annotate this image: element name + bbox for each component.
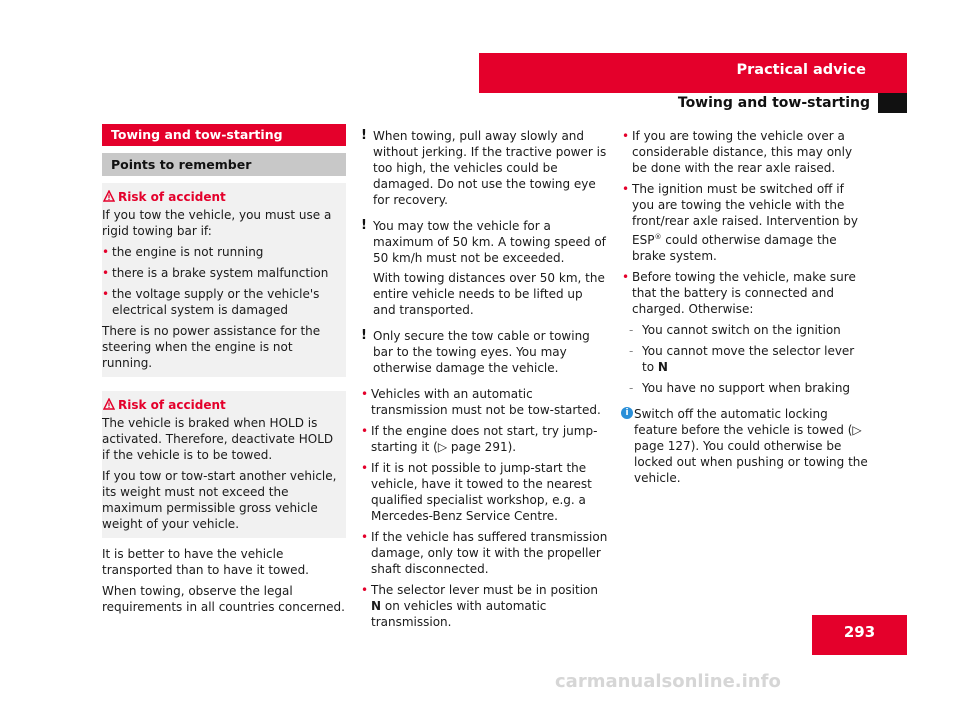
exclamation-icon: !	[361, 128, 367, 143]
list-item: • The selector lever must be in position N on vehicles with automatic transmission.	[361, 582, 608, 630]
paragraph: When towing, observe the legal requirements in all countries concerned.	[102, 584, 345, 614]
watermark: carmanualsonline.info	[555, 671, 781, 692]
section-title: Towing and tow-starting	[677, 95, 870, 111]
warning-intro: If you tow the vehicle, you must use a rigid towing bar if:	[102, 208, 332, 238]
list-item: • If the engine does not start, try jump-starting it (▷ page 291).	[361, 423, 608, 455]
list-item: • If the vehicle has suffered transmission damage, only tow it with the propeller shaft disconnected.	[361, 529, 608, 577]
warning-triangle-icon	[103, 398, 115, 410]
selector-position-n: N	[657, 360, 668, 374]
warning-text: If you tow or tow-start another vehicle, its weight must not exceed the maximum permissible gross vehicle weight of your vehicle.	[102, 469, 337, 531]
list-item: • the engine is not running	[102, 244, 340, 260]
list-item: • The ignition must be switched off if you are towing the vehicle with the front/rear axle raised. Intervention by ESP® could otherwise damage the brake system.	[622, 181, 868, 264]
list-item: • Before towing the vehicle, make sure that the battery is connected and charged. Otherwise:	[622, 269, 868, 317]
sub-heading: Points to remember	[102, 153, 346, 176]
chapter-header	[479, 53, 907, 93]
warning-title: Risk of accident	[102, 189, 340, 205]
column-3	[622, 128, 868, 496]
warning-triangle-icon	[103, 190, 115, 202]
list-item: • the voltage supply or the vehicle's electrical system is damaged	[102, 286, 340, 318]
column-2	[361, 128, 608, 635]
header-tab	[878, 93, 907, 113]
warning-title: Risk of accident	[102, 397, 340, 413]
info-note: i Switch off the automatic locking feature before the vehicle is towed (▷ page 127). You could otherwise be locked out when pushing or towing the vehicle.	[622, 406, 868, 486]
warning-box-1	[102, 183, 346, 377]
chapter-title: Practical advice	[736, 62, 866, 78]
warning-text: The vehicle is braked when HOLD is activated. Therefore, deactivate HOLD if the vehicle is to be towed.	[102, 416, 334, 462]
sub-list-item: - You have no support when braking	[622, 380, 868, 396]
registered-mark: ®	[654, 233, 662, 241]
exclamation-icon: !	[361, 328, 367, 343]
column-1	[102, 124, 346, 620]
caution-note: ! You may tow the vehicle for a maximum of 50 km. A towing speed of 50 km/h must not be exceeded. With towing distances over 50 km, the entire vehicle needs to be lifted up and transported.	[361, 218, 606, 317]
list-item: • Vehicles with an automatic transmission must not be tow-started.	[361, 386, 608, 418]
warning-box-2	[102, 391, 346, 538]
info-icon: i	[621, 407, 633, 419]
warning-outro: There is no power assistance for the steering when the engine is not running.	[102, 324, 321, 370]
paragraph: It is better to have the vehicle transported than to have it towed.	[102, 547, 309, 577]
caution-note: ! Only secure the tow cable or towing bar to the towing eyes. You may otherwise damage the vehicle.	[361, 328, 590, 375]
list-item: • If you are towing the vehicle over a considerable distance, this may only be done with the rear axle raised.	[622, 128, 868, 176]
selector-position-n: N	[371, 599, 382, 613]
page-number: 293	[812, 615, 907, 655]
sub-list-item: - You cannot switch on the ignition	[622, 322, 868, 338]
sub-list-item: - You cannot move the selector lever to N	[622, 343, 868, 375]
list-item: • there is a brake system malfunction	[102, 265, 340, 281]
list-item: • If it is not possible to jump-start the vehicle, have it towed to the nearest qualified specialist workshop, e.g. a Mercedes-Benz Service Centre.	[361, 460, 608, 524]
exclamation-icon: !	[361, 218, 367, 233]
main-heading: Towing and tow-starting	[102, 124, 346, 146]
caution-note: ! When towing, pull away slowly and without jerking. If the tractive power is too high, the vehicles could be damaged. Do not use the towing eye for recovery.	[361, 128, 607, 207]
